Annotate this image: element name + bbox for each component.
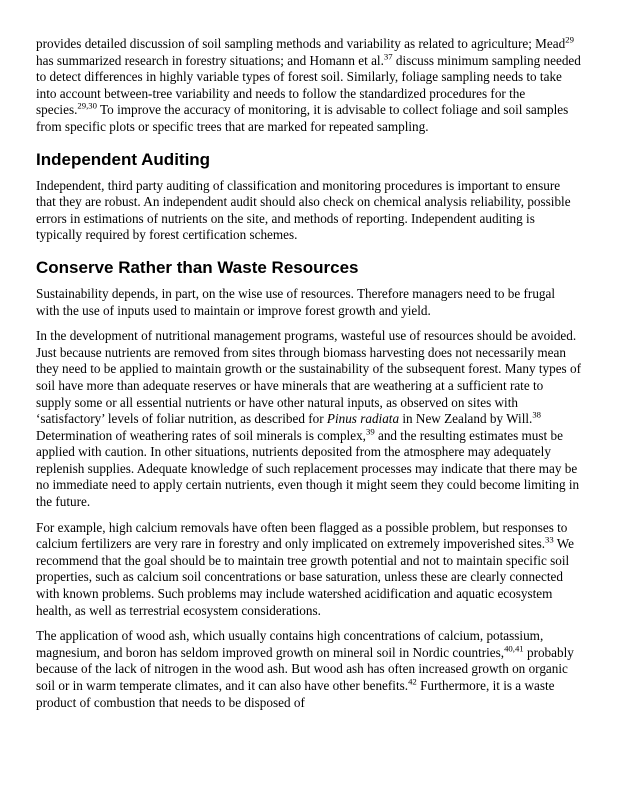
citation-reference: 42: [408, 676, 417, 687]
text-run: has summarized research in forestry situations; and Homann et al.: [36, 52, 384, 68]
text-run: probably because of the lack of nitrogen in the wood ash. But wood ash has often increased growth on organic soil or in warm temperate climates, and it can also have other benefits.: [36, 644, 574, 693]
text-run: and the resulting estimates must be applied with caution. In other situations, nutrients deposited from the atmosphere may adequately replenish supplies. Adequate knowledge of such replacement processes may indicate that there may be no immediate need to apply certain nutrients, even though it might seem they could become limiting in the future.: [36, 427, 580, 510]
citation-reference: 38: [532, 409, 542, 420]
paragraph: [36, 36, 581, 136]
document-content: [36, 36, 581, 711]
citation-reference: 33: [545, 534, 554, 545]
text-run: The application of wood ash, which usually contains high concentrations of calcium, potassium, magnesium, and boron has seldom improved growth on mineral soil in Nordic countries,: [36, 628, 544, 660]
paragraph: [36, 628, 581, 711]
paragraph: [36, 178, 581, 244]
paragraph: [36, 520, 581, 620]
citation-reference: 39: [365, 426, 375, 437]
text-run: In the development of nutritional management programs, wasteful use of resources should be avoided. Just because nutrients are removed from sites through biomass harvesting does not necessarily mean they need to be applied to maintain growth or the sustainability of the subsequent forest. Many types of soil have more than adequate reserves or have minerals that are weathering at a sufficient rate to supply some or all essential nutrients or have other natural inputs, as observed on sites with ‘satisfactory’ levels of foliar nutrition, as described for: [36, 328, 581, 427]
italic-species-name: Pinus radiata: [326, 411, 400, 427]
text-run: provides detailed discussion of soil sampling methods and variability as related to agriculture; Mead: [36, 36, 566, 51]
text-run: Conserve Rather than Waste Resources: [36, 257, 359, 277]
text-run: Furthermore, it is a waste product of combustion that needs to be disposed of: [36, 678, 555, 710]
text-run: discuss minimum sampling needed to detect differences in highly variable types of forest soil. Similarly, foliage sampling needs to take into account between-tree variability and needs to follow the standardized procedures for the species.: [36, 52, 581, 118]
citation-reference: 37: [383, 51, 393, 62]
text-run: Determination of weathering rates of soil minerals is complex,: [36, 427, 366, 443]
paragraph: [36, 328, 581, 511]
text-run: Independent, third party auditing of classification and monitoring procedures is important to ensure that they are robust. An independent audit should also check on chemical analysis reliability, possible errors in estimations of nutrients on the site, and methods of reporting. Independent auditing is typically required by forest certification schemes.: [36, 177, 571, 243]
text-run: We recommend that the goal should be to maintain tree growth potential and not to maintain specific soil properties, such as calcium soil concentrations or base saturation, unless these are clearly connected with known problems. Such problems may include watershed acidification and aquatic ecosystem health, as well as terrestrial ecosystem considerations.: [36, 536, 575, 618]
text-run: For example, high calcium removals have often been flagged as a possible problem, but responses to calcium fertilizers are very rare in forestry and only implicated on extremely impoverished sites.: [36, 519, 568, 552]
text-run: Sustainability depends, in part, on the wise use of resources. Therefore managers need to be frugal with the use of inputs used to maintain or improve forest growth and yield.: [36, 285, 556, 318]
citation-reference: 29: [565, 34, 574, 45]
paragraph: [36, 286, 581, 319]
text-run: To improve the accuracy of monitoring, it is advisable to collect foliage and soil samples from specific plots or specific trees that are marked for repeated sampling.: [36, 102, 569, 134]
section-heading: [36, 257, 581, 278]
text-run: in New Zealand by Will.: [399, 411, 533, 427]
citation-reference: 40,41: [504, 643, 524, 654]
section-heading: [36, 149, 581, 170]
citation-reference: 29,30: [77, 100, 97, 111]
text-run: Independent Auditing: [36, 149, 211, 169]
